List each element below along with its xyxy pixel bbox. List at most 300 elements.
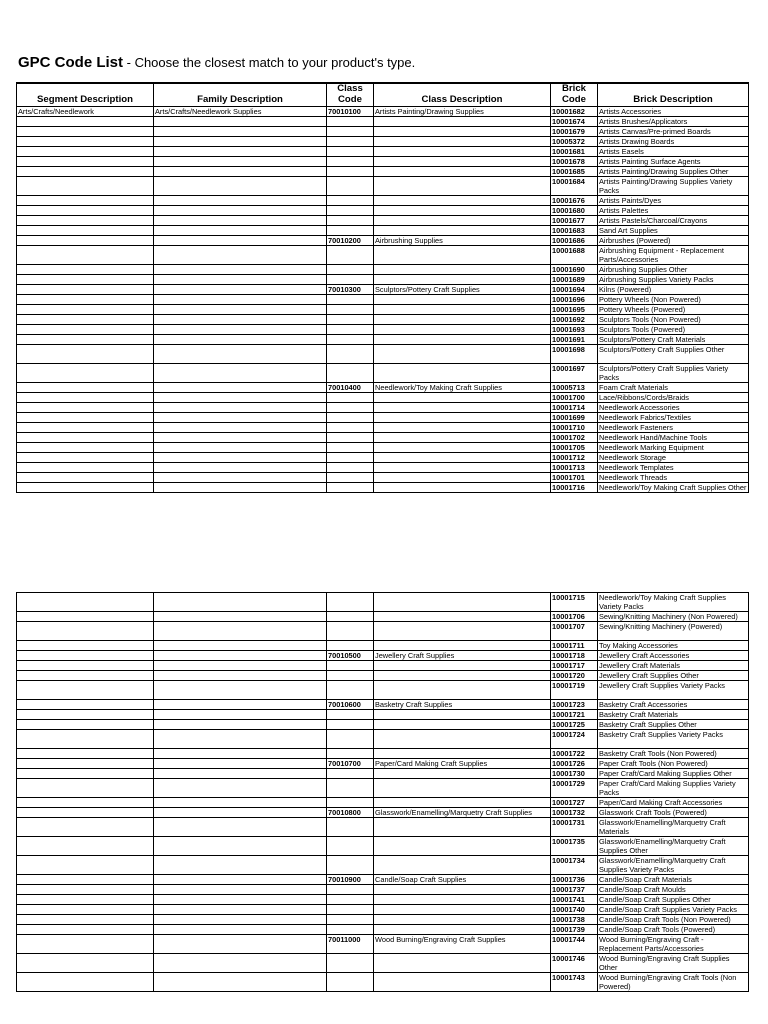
table-row bbox=[17, 612, 749, 622]
brick-code-cell: 10001746 bbox=[551, 954, 598, 973]
table-row bbox=[17, 622, 749, 641]
brick-description-cell: Artists Easels bbox=[598, 147, 749, 157]
segment-description-cell bbox=[17, 423, 154, 433]
brick-description-cell: Needlework/Toy Making Craft Supplies Variety Packs bbox=[598, 593, 749, 612]
family-description-cell bbox=[154, 661, 327, 671]
brick-code-cell: 10001710 bbox=[551, 423, 598, 433]
class-code-cell bbox=[327, 157, 374, 167]
class-code-cell bbox=[327, 769, 374, 779]
class-code-cell bbox=[327, 483, 374, 493]
family-description-cell bbox=[154, 905, 327, 915]
brick-code-cell: 10001682 bbox=[551, 107, 598, 117]
brick-code-cell: 10005713 bbox=[551, 383, 598, 393]
header-brick-description: Brick Description bbox=[598, 83, 749, 107]
segment-description-cell bbox=[17, 393, 154, 403]
brick-description-cell: Candle/Soap Craft Tools (Powered) bbox=[598, 925, 749, 935]
table-row bbox=[17, 885, 749, 895]
segment-description-cell bbox=[17, 463, 154, 473]
table-row bbox=[17, 364, 749, 383]
segment-description-cell bbox=[17, 315, 154, 325]
table-row bbox=[17, 423, 749, 433]
class-description-cell bbox=[374, 443, 551, 453]
segment-description-cell bbox=[17, 837, 154, 856]
brick-code-cell: 10001743 bbox=[551, 973, 598, 992]
table-row bbox=[17, 335, 749, 345]
brick-description-cell: Glasswork Craft Tools (Powered) bbox=[598, 808, 749, 818]
segment-description-cell bbox=[17, 730, 154, 749]
table-row bbox=[17, 216, 749, 226]
class-code-cell bbox=[327, 661, 374, 671]
segment-description-cell bbox=[17, 443, 154, 453]
brick-description-cell: Jewellery Craft Supplies Variety Packs bbox=[598, 681, 749, 700]
class-code-cell bbox=[327, 973, 374, 992]
class-description-cell bbox=[374, 954, 551, 973]
family-description-cell: Arts/Crafts/Needlework Supplies bbox=[154, 107, 327, 117]
brick-code-cell: 10001706 bbox=[551, 612, 598, 622]
brick-code-cell: 10001700 bbox=[551, 393, 598, 403]
family-description-cell bbox=[154, 285, 327, 295]
segment-description-cell bbox=[17, 246, 154, 265]
class-code-cell bbox=[327, 837, 374, 856]
family-description-cell bbox=[154, 856, 327, 875]
table-row bbox=[17, 177, 749, 196]
family-description-cell bbox=[154, 808, 327, 818]
brick-description-cell: Wood Burning/Engraving Craft - Replacement Parts/Accessories bbox=[598, 935, 749, 954]
segment-description-cell bbox=[17, 905, 154, 915]
brick-description-cell: Glasswork/Enamelling/Marquetry Craft Materials bbox=[598, 818, 749, 837]
brick-code-cell: 10001734 bbox=[551, 856, 598, 875]
segment-description-cell bbox=[17, 875, 154, 885]
brick-description-cell: Artists Accessories bbox=[598, 107, 749, 117]
brick-description-cell: Airbrushing Supplies Variety Packs bbox=[598, 275, 749, 285]
class-description-cell bbox=[374, 749, 551, 759]
brick-code-cell: 10001729 bbox=[551, 779, 598, 798]
brick-description-cell: Wood Burning/Engraving Craft Supplies Other bbox=[598, 954, 749, 973]
table-row bbox=[17, 808, 749, 818]
table-row bbox=[17, 593, 749, 612]
class-description-cell bbox=[374, 622, 551, 641]
segment-description-cell bbox=[17, 779, 154, 798]
table-row bbox=[17, 413, 749, 423]
family-description-cell bbox=[154, 275, 327, 285]
segment-description-cell bbox=[17, 285, 154, 295]
family-description-cell bbox=[154, 383, 327, 393]
table-row bbox=[17, 681, 749, 700]
family-description-cell bbox=[154, 137, 327, 147]
brick-description-cell: Needlework Hand/Machine Tools bbox=[598, 433, 749, 443]
table-row bbox=[17, 473, 749, 483]
brick-description-cell: Artists Canvas/Pre-primed Boards bbox=[598, 127, 749, 137]
class-code-cell bbox=[327, 730, 374, 749]
class-code-cell bbox=[327, 167, 374, 177]
class-description-cell bbox=[374, 167, 551, 177]
class-description-cell bbox=[374, 423, 551, 433]
segment-description-cell bbox=[17, 275, 154, 285]
brick-code-cell: 10001727 bbox=[551, 798, 598, 808]
brick-code-cell: 10001681 bbox=[551, 147, 598, 157]
table-row bbox=[17, 157, 749, 167]
brick-code-cell: 10001711 bbox=[551, 641, 598, 651]
class-description-cell bbox=[374, 769, 551, 779]
brick-description-cell: Basketry Craft Tools (Non Powered) bbox=[598, 749, 749, 759]
family-description-cell bbox=[154, 651, 327, 661]
family-description-cell bbox=[154, 177, 327, 196]
table-row bbox=[17, 875, 749, 885]
brick-code-cell: 10001707 bbox=[551, 622, 598, 641]
table-body-part-2 bbox=[17, 593, 749, 992]
brick-description-cell: Sculptors/Pottery Craft Supplies Variety Packs bbox=[598, 364, 749, 383]
brick-description-cell: Pottery Wheels (Non Powered) bbox=[598, 295, 749, 305]
brick-description-cell: Sewing/Knitting Machinery (Non Powered) bbox=[598, 612, 749, 622]
table-row bbox=[17, 246, 749, 265]
family-description-cell bbox=[154, 818, 327, 837]
class-description-cell bbox=[374, 196, 551, 206]
table-row bbox=[17, 325, 749, 335]
family-description-cell bbox=[154, 954, 327, 973]
class-description-cell bbox=[374, 315, 551, 325]
segment-description-cell bbox=[17, 157, 154, 167]
brick-code-cell: 10001691 bbox=[551, 335, 598, 345]
brick-code-cell: 10001686 bbox=[551, 236, 598, 246]
class-code-cell bbox=[327, 885, 374, 895]
class-description-cell bbox=[374, 127, 551, 137]
family-description-cell bbox=[154, 671, 327, 681]
segment-description-cell bbox=[17, 345, 154, 364]
class-description-cell bbox=[374, 265, 551, 275]
brick-code-cell: 10001724 bbox=[551, 730, 598, 749]
class-code-cell bbox=[327, 127, 374, 137]
brick-description-cell: Basketry Craft Supplies Variety Packs bbox=[598, 730, 749, 749]
brick-code-cell: 10001697 bbox=[551, 364, 598, 383]
class-code-cell bbox=[327, 915, 374, 925]
class-description-cell bbox=[374, 905, 551, 915]
family-description-cell bbox=[154, 117, 327, 127]
brick-description-cell: Candle/Soap Craft Materials bbox=[598, 875, 749, 885]
family-description-cell bbox=[154, 935, 327, 954]
brick-description-cell: Needlework Templates bbox=[598, 463, 749, 473]
segment-description-cell bbox=[17, 935, 154, 954]
family-description-cell bbox=[154, 246, 327, 265]
class-code-cell bbox=[327, 856, 374, 875]
gpc-table-part-1 bbox=[16, 82, 749, 493]
family-description-cell bbox=[154, 720, 327, 730]
segment-description-cell bbox=[17, 720, 154, 730]
class-code-cell: 70010400 bbox=[327, 383, 374, 393]
brick-code-cell: 10001719 bbox=[551, 681, 598, 700]
gpc-table-part-2 bbox=[16, 592, 749, 992]
class-code-cell bbox=[327, 905, 374, 915]
family-description-cell bbox=[154, 612, 327, 622]
class-code-cell bbox=[327, 413, 374, 423]
class-code-cell: 70010800 bbox=[327, 808, 374, 818]
segment-description-cell bbox=[17, 885, 154, 895]
table-row bbox=[17, 285, 749, 295]
table-row bbox=[17, 236, 749, 246]
brick-description-cell: Paper Craft Tools (Non Powered) bbox=[598, 759, 749, 769]
class-description-cell bbox=[374, 147, 551, 157]
family-description-cell bbox=[154, 473, 327, 483]
segment-description-cell bbox=[17, 710, 154, 720]
table-row bbox=[17, 818, 749, 837]
family-description-cell bbox=[154, 216, 327, 226]
brick-code-cell: 10001679 bbox=[551, 127, 598, 137]
class-code-cell bbox=[327, 147, 374, 157]
class-description-cell bbox=[374, 305, 551, 315]
brick-description-cell: Sculptors/Pottery Craft Supplies Other bbox=[598, 345, 749, 364]
table-row bbox=[17, 403, 749, 413]
brick-description-cell: Sculptors Tools (Non Powered) bbox=[598, 315, 749, 325]
brick-code-cell: 10001735 bbox=[551, 837, 598, 856]
class-description-cell bbox=[374, 473, 551, 483]
family-description-cell bbox=[154, 759, 327, 769]
class-code-cell bbox=[327, 443, 374, 453]
brick-code-cell: 10001712 bbox=[551, 453, 598, 463]
table-row bbox=[17, 383, 749, 393]
class-code-cell: 70010100 bbox=[327, 107, 374, 117]
table-row bbox=[17, 206, 749, 216]
family-description-cell bbox=[154, 433, 327, 443]
table-row bbox=[17, 856, 749, 875]
segment-description-cell bbox=[17, 483, 154, 493]
brick-code-cell: 10001716 bbox=[551, 483, 598, 493]
class-description-cell bbox=[374, 837, 551, 856]
table-row bbox=[17, 661, 749, 671]
brick-code-cell: 10001730 bbox=[551, 769, 598, 779]
segment-description-cell bbox=[17, 808, 154, 818]
family-description-cell bbox=[154, 226, 327, 236]
class-code-cell bbox=[327, 612, 374, 622]
header-class-code: Class Code bbox=[327, 83, 374, 107]
page-title bbox=[18, 54, 415, 72]
class-description-cell bbox=[374, 798, 551, 808]
brick-description-cell: Needlework/Toy Making Craft Supplies Other bbox=[598, 483, 749, 493]
class-description-cell bbox=[374, 915, 551, 925]
family-description-cell bbox=[154, 710, 327, 720]
class-code-cell bbox=[327, 246, 374, 265]
class-code-cell bbox=[327, 710, 374, 720]
table-row bbox=[17, 483, 749, 493]
brick-code-cell: 10001725 bbox=[551, 720, 598, 730]
class-description-cell bbox=[374, 463, 551, 473]
brick-code-cell: 10001693 bbox=[551, 325, 598, 335]
segment-description-cell bbox=[17, 769, 154, 779]
segment-description-cell bbox=[17, 117, 154, 127]
segment-description-cell bbox=[17, 226, 154, 236]
brick-code-cell: 10001680 bbox=[551, 206, 598, 216]
table-row bbox=[17, 443, 749, 453]
brick-description-cell: Paper Craft/Card Making Supplies Variety Packs bbox=[598, 779, 749, 798]
class-description-cell bbox=[374, 925, 551, 935]
segment-description-cell bbox=[17, 661, 154, 671]
brick-description-cell: Lace/Ribbons/Cords/Braids bbox=[598, 393, 749, 403]
brick-description-cell: Pottery Wheels (Powered) bbox=[598, 305, 749, 315]
brick-code-cell: 10001699 bbox=[551, 413, 598, 423]
brick-description-cell: Candle/Soap Craft Supplies Other bbox=[598, 895, 749, 905]
table-row bbox=[17, 107, 749, 117]
brick-code-cell: 10001678 bbox=[551, 157, 598, 167]
class-description-cell bbox=[374, 710, 551, 720]
brick-description-cell: Foam Craft Materials bbox=[598, 383, 749, 393]
class-code-cell bbox=[327, 206, 374, 216]
class-code-cell bbox=[327, 295, 374, 305]
class-code-cell: 70010700 bbox=[327, 759, 374, 769]
class-description-cell bbox=[374, 730, 551, 749]
brick-description-cell: Basketry Craft Supplies Other bbox=[598, 720, 749, 730]
segment-description-cell bbox=[17, 818, 154, 837]
class-code-cell bbox=[327, 325, 374, 335]
brick-description-cell: Jewellery Craft Materials bbox=[598, 661, 749, 671]
class-description-cell bbox=[374, 117, 551, 127]
brick-code-cell: 10001713 bbox=[551, 463, 598, 473]
brick-description-cell: Glasswork/Enamelling/Marquetry Craft Supplies Other bbox=[598, 837, 749, 856]
brick-code-cell: 10001717 bbox=[551, 661, 598, 671]
brick-description-cell: Artists Painting/Drawing Supplies Other bbox=[598, 167, 749, 177]
family-description-cell bbox=[154, 769, 327, 779]
segment-description-cell bbox=[17, 641, 154, 651]
segment-description-cell bbox=[17, 265, 154, 275]
table-row bbox=[17, 905, 749, 915]
brick-description-cell: Toy Making Accessories bbox=[598, 641, 749, 651]
brick-description-cell: Needlework Fabrics/Textiles bbox=[598, 413, 749, 423]
family-description-cell bbox=[154, 196, 327, 206]
class-description-cell bbox=[374, 593, 551, 612]
family-description-cell bbox=[154, 443, 327, 453]
class-code-cell bbox=[327, 925, 374, 935]
brick-code-cell: 10001702 bbox=[551, 433, 598, 443]
brick-description-cell: Airbrushing Supplies Other bbox=[598, 265, 749, 275]
class-description-cell bbox=[374, 403, 551, 413]
table-row bbox=[17, 137, 749, 147]
table-row bbox=[17, 305, 749, 315]
brick-code-cell: 10001674 bbox=[551, 117, 598, 127]
family-description-cell bbox=[154, 127, 327, 137]
brick-code-cell: 10001741 bbox=[551, 895, 598, 905]
family-description-cell bbox=[154, 325, 327, 335]
brick-description-cell: Artists Painting Surface Agents bbox=[598, 157, 749, 167]
class-code-cell bbox=[327, 275, 374, 285]
brick-code-cell: 10001685 bbox=[551, 167, 598, 177]
class-description-cell bbox=[374, 246, 551, 265]
class-description-cell bbox=[374, 413, 551, 423]
table-body-part-1 bbox=[17, 107, 749, 493]
segment-description-cell bbox=[17, 403, 154, 413]
class-code-cell bbox=[327, 216, 374, 226]
brick-description-cell: Candle/Soap Craft Tools (Non Powered) bbox=[598, 915, 749, 925]
class-code-cell bbox=[327, 315, 374, 325]
brick-description-cell: Airbrushes (Powered) bbox=[598, 236, 749, 246]
brick-code-cell: 10001715 bbox=[551, 593, 598, 612]
class-code-cell bbox=[327, 335, 374, 345]
segment-description-cell bbox=[17, 759, 154, 769]
segment-description-cell bbox=[17, 622, 154, 641]
table-row bbox=[17, 895, 749, 905]
brick-description-cell: Needlework Accessories bbox=[598, 403, 749, 413]
segment-description-cell bbox=[17, 681, 154, 700]
class-description-cell bbox=[374, 483, 551, 493]
brick-code-cell: 10001723 bbox=[551, 700, 598, 710]
class-description-cell: Artists Painting/Drawing Supplies bbox=[374, 107, 551, 117]
family-description-cell bbox=[154, 403, 327, 413]
table-row bbox=[17, 453, 749, 463]
brick-code-cell: 10001694 bbox=[551, 285, 598, 295]
brick-description-cell: Needlework Threads bbox=[598, 473, 749, 483]
brick-code-cell: 10001705 bbox=[551, 443, 598, 453]
class-code-cell: 70010300 bbox=[327, 285, 374, 295]
table-row bbox=[17, 779, 749, 798]
header-brick-code: Brick Code bbox=[551, 83, 598, 107]
family-description-cell bbox=[154, 345, 327, 364]
brick-code-cell: 10001722 bbox=[551, 749, 598, 759]
class-description-cell bbox=[374, 895, 551, 905]
brick-description-cell: Glasswork/Enamelling/Marquetry Craft Supplies Variety Packs bbox=[598, 856, 749, 875]
brick-description-cell: Sculptors Tools (Powered) bbox=[598, 325, 749, 335]
brick-code-cell: 10001688 bbox=[551, 246, 598, 265]
title-subtitle: - Choose the closest match to your product's type. bbox=[123, 55, 416, 70]
class-description-cell bbox=[374, 453, 551, 463]
class-code-cell bbox=[327, 305, 374, 315]
brick-code-cell: 10001739 bbox=[551, 925, 598, 935]
family-description-cell bbox=[154, 681, 327, 700]
class-description-cell: Jewellery Craft Supplies bbox=[374, 651, 551, 661]
header-family-description: Family Description bbox=[154, 83, 327, 107]
table-row bbox=[17, 973, 749, 992]
class-code-cell bbox=[327, 749, 374, 759]
brick-description-cell: Artists Drawing Boards bbox=[598, 137, 749, 147]
class-description-cell bbox=[374, 157, 551, 167]
family-description-cell bbox=[154, 973, 327, 992]
table-row bbox=[17, 463, 749, 473]
segment-description-cell bbox=[17, 196, 154, 206]
table-row bbox=[17, 700, 749, 710]
table-row bbox=[17, 915, 749, 925]
class-description-cell bbox=[374, 137, 551, 147]
title-main: GPC Code List bbox=[18, 54, 124, 71]
segment-description-cell bbox=[17, 127, 154, 137]
brick-description-cell: Needlework Fasteners bbox=[598, 423, 749, 433]
family-description-cell bbox=[154, 157, 327, 167]
table-row bbox=[17, 730, 749, 749]
table-row bbox=[17, 275, 749, 285]
family-description-cell bbox=[154, 413, 327, 423]
class-code-cell bbox=[327, 895, 374, 905]
table-row bbox=[17, 641, 749, 651]
class-code-cell bbox=[327, 798, 374, 808]
class-description-cell bbox=[374, 681, 551, 700]
segment-description-cell bbox=[17, 593, 154, 612]
class-description-cell bbox=[374, 720, 551, 730]
class-description-cell bbox=[374, 226, 551, 236]
family-description-cell bbox=[154, 885, 327, 895]
table-row bbox=[17, 315, 749, 325]
brick-code-cell: 10001720 bbox=[551, 671, 598, 681]
segment-description-cell bbox=[17, 700, 154, 710]
class-code-cell bbox=[327, 463, 374, 473]
brick-code-cell: 10001689 bbox=[551, 275, 598, 285]
family-description-cell bbox=[154, 779, 327, 798]
class-description-cell: Sculptors/Pottery Craft Supplies bbox=[374, 285, 551, 295]
segment-description-cell bbox=[17, 973, 154, 992]
table-row bbox=[17, 147, 749, 157]
segment-description-cell bbox=[17, 413, 154, 423]
family-description-cell bbox=[154, 730, 327, 749]
family-description-cell bbox=[154, 423, 327, 433]
class-code-cell bbox=[327, 779, 374, 798]
segment-description-cell bbox=[17, 433, 154, 443]
segment-description-cell bbox=[17, 651, 154, 661]
family-description-cell bbox=[154, 463, 327, 473]
class-code-cell bbox=[327, 393, 374, 403]
brick-code-cell: 10001740 bbox=[551, 905, 598, 915]
